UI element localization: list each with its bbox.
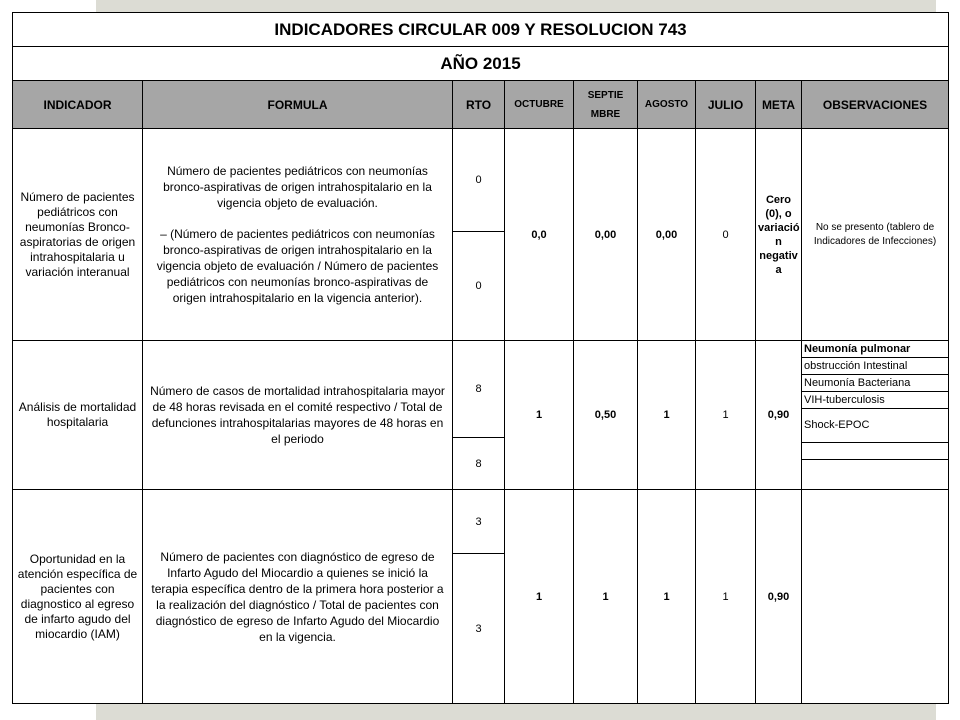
indicators-table: [12, 12, 949, 704]
observation-item: Neumonía Bacteriana: [802, 375, 948, 392]
row1-formula: [143, 129, 453, 341]
header-formula: FORMULA: [143, 81, 453, 129]
row2-septiembre: 0,50: [574, 341, 638, 490]
observation-empty-line: [802, 443, 948, 460]
row1-indicador: Número de pacientes pediátricos con neumonías Bronco-aspiratorias de origen intrahospitalaria u variación interanual: [13, 129, 143, 341]
row2-indicador: Análisis de mortalidad hospitalaria: [13, 341, 143, 490]
bottom-decorative-bar: [96, 702, 936, 720]
row3-formula: Número de pacientes con diagnóstico de egreso de Infarto Agudo del Miocardio a quienes se inició la terapia específica dentro de la primera hora posterior a la realización del diagnóstico / Total de pacientes con diagnóstico de egreso de Infarto Agudo del Miocardio en la vigencia.: [143, 490, 453, 704]
row2-meta: 0,90: [756, 341, 802, 490]
row2-rto-top: 8: [453, 341, 505, 438]
row3-septiembre: 1: [574, 490, 638, 704]
table-title: INDICADORES CIRCULAR 009 Y RESOLUCION 743: [13, 13, 949, 47]
row3-indicador: Oportunidad en la atención específica de pacientes con diagnostico al egreso de infarto agudo del miocardio (IAM): [13, 490, 143, 704]
table-year: AÑO 2015: [13, 47, 949, 81]
row2-agosto: 1: [638, 341, 696, 490]
observation-item: Neumonía pulmonar: [802, 341, 948, 358]
observation-item: Shock-EPOC: [802, 409, 948, 443]
row2-formula: Número de casos de mortalidad intrahospitalaria mayor de 48 horas revisada en el comité respectivo / Total de defunciones intrahospitalarias mayores de 48 horas en el periodo: [143, 341, 453, 490]
row2-octubre: 1: [505, 341, 574, 490]
header-septiembre-line1: SEPTIE: [587, 89, 624, 101]
header-julio: JULIO: [696, 81, 756, 129]
header-observaciones: OBSERVACIONES: [802, 81, 949, 129]
row1-septiembre: 0,00: [574, 129, 638, 341]
row1-octubre: 0,0: [505, 129, 574, 341]
row1-rto-bottom: 0: [453, 232, 505, 341]
row1-rto-top: 0: [453, 129, 505, 232]
row3-agosto: 1: [638, 490, 696, 704]
header-septiembre-line2: MBRE: [590, 108, 621, 120]
row2-julio: 1: [696, 341, 756, 490]
row1-meta: Cero (0), o variació n negativ a: [756, 129, 802, 341]
header-rto: RTO: [453, 81, 505, 129]
row3-rto-bottom: 3: [453, 554, 505, 704]
observation-item: obstrucción Intestinal: [802, 358, 948, 375]
header-indicador: INDICADOR: [13, 81, 143, 129]
row1-formula-part1: Número de pacientes pediátricos con neumonías bronco-aspirativas de origen intrahospitalario en la vigencia objeto de evaluación.: [163, 164, 432, 210]
row3-rto-top: 3: [453, 490, 505, 554]
row1-observacion: No se presento (tablero de Indicadores de Infecciones): [802, 129, 949, 341]
row3-observacion: [802, 490, 949, 704]
observation-item: VIH-tuberculosis: [802, 392, 948, 409]
observation-empty-line: [802, 460, 948, 474]
header-octubre: OCTUBRE: [505, 81, 574, 129]
row3-julio: 1: [696, 490, 756, 704]
row3-octubre: 1: [505, 490, 574, 704]
row1-agosto: 0,00: [638, 129, 696, 341]
header-septiembre: [574, 81, 638, 129]
row1-formula-part2: – (Número de pacientes pediátricos con neumonías bronco-aspirativas de origen intrahospitalario en la vigencia objeto de evaluación / Número de pacientes pediátricos con neumonías bronco-aspirativas de origen intrahospitalario en la vigencia anterior).: [156, 227, 439, 305]
row3-meta: 0,90: [756, 490, 802, 704]
header-agosto: AGOSTO: [638, 81, 696, 129]
row2-rto-bottom: 8: [453, 438, 505, 490]
row2-observaciones: [802, 341, 949, 490]
row1-julio: 0: [696, 129, 756, 341]
header-meta: META: [756, 81, 802, 129]
